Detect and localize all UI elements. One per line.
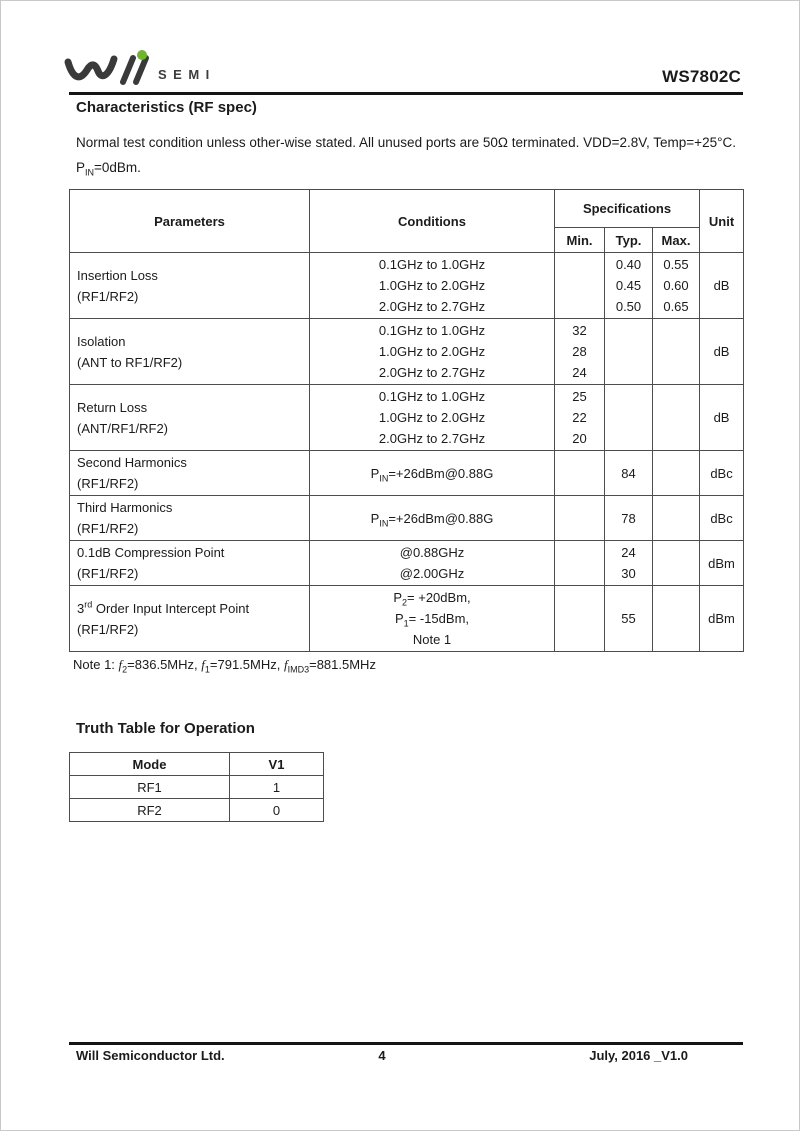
typ-cell xyxy=(605,385,653,451)
spec-row xyxy=(70,541,744,586)
company-logo xyxy=(63,49,253,93)
min-cell xyxy=(555,496,605,541)
col-header-specifications: Specifications xyxy=(555,190,700,228)
unit-cell: dBm xyxy=(700,541,744,586)
footer-company: Will Semiconductor Ltd. xyxy=(76,1048,225,1063)
col-header-min: Min. xyxy=(555,228,605,253)
v1-cell: 0 xyxy=(230,799,324,822)
conditions-cell: 0.1GHz to 1.0GHz 1.0GHz to 2.0GHz 2.0GHz to 2.7GHz xyxy=(310,253,555,319)
spec-row xyxy=(70,253,744,319)
logo-w-mark xyxy=(68,59,114,77)
max-cell: 0.55 0.60 0.65 xyxy=(653,253,700,319)
typ-cell: 24 30 xyxy=(605,541,653,586)
max-cell xyxy=(653,541,700,586)
max-cell xyxy=(653,319,700,385)
logo-semi-text: SEMI xyxy=(158,67,216,82)
col-header-unit: Unit xyxy=(700,190,744,253)
logo-slash-2 xyxy=(136,58,146,82)
section-title-truth-table: Truth Table for Operation xyxy=(76,720,255,737)
truth-row xyxy=(70,799,324,822)
page-footer xyxy=(69,1048,743,1063)
parameter-cell: Insertion Loss (RF1/RF2) xyxy=(70,253,310,319)
spec-row xyxy=(70,319,744,385)
col-header-parameters: Parameters xyxy=(70,190,310,253)
mode-cell: RF1 xyxy=(70,776,230,799)
parameter-cell: Return Loss (ANT/RF1/RF2) xyxy=(70,385,310,451)
typ-cell: 55 xyxy=(605,586,653,652)
logo-slash-1 xyxy=(123,58,133,82)
typ-cell: 78 xyxy=(605,496,653,541)
min-cell xyxy=(555,586,605,652)
truth-table xyxy=(69,752,324,822)
spec-row xyxy=(70,496,744,541)
parameter-cell: Third Harmonics (RF1/RF2) xyxy=(70,496,310,541)
col-header-max: Max. xyxy=(653,228,700,253)
unit-cell: dB xyxy=(700,253,744,319)
spec-row xyxy=(70,451,744,496)
min-cell xyxy=(555,451,605,496)
conditions-cell: $P_{IN}=+26dBm@0.88G$ xyxy=(310,451,555,496)
max-cell xyxy=(653,496,700,541)
max-cell xyxy=(653,451,700,496)
footer-rule xyxy=(69,1042,743,1045)
parameter-cell: Second Harmonics (RF1/RF2) xyxy=(70,451,310,496)
typ-cell xyxy=(605,319,653,385)
typ-cell: 0.40 0.45 0.50 xyxy=(605,253,653,319)
mode-cell: RF2 xyxy=(70,799,230,822)
unit-cell: dBc xyxy=(700,496,744,541)
max-cell xyxy=(653,586,700,652)
unit-cell: dB xyxy=(700,319,744,385)
logo-green-dot xyxy=(137,50,147,60)
col-header-conditions: Conditions xyxy=(310,190,555,253)
spec-row xyxy=(70,586,744,652)
typ-cell: 84 xyxy=(605,451,653,496)
col-header-typ: Typ. xyxy=(605,228,653,253)
conditions-cell: $P_2= +20dBm$, $P_1= -15dBm$, Note 1 xyxy=(310,586,555,652)
header-rule xyxy=(69,92,743,95)
spec-table-body xyxy=(70,253,744,652)
parameter-cell: 0.1dB Compression Point (RF1/RF2) xyxy=(70,541,310,586)
document-number: WS7802C xyxy=(662,67,741,86)
conditions-cell: @0.88GHz @2.00GHz xyxy=(310,541,555,586)
v1-cell: 1 xyxy=(230,776,324,799)
min-cell xyxy=(555,253,605,319)
conditions-cell: 0.1GHz to 1.0GHz 1.0GHz to 2.0GHz 2.0GHz to 2.7GHz xyxy=(310,319,555,385)
spec-table xyxy=(69,189,744,652)
section-title-characteristics: Characteristics (RF spec) xyxy=(76,99,257,116)
truth-table-body xyxy=(70,776,324,822)
min-cell: 25 22 20 xyxy=(555,385,605,451)
parameter-cell: Isolation (ANT to RF1/RF2) xyxy=(70,319,310,385)
page-content xyxy=(69,99,743,822)
truth-col-header-v1: V1 xyxy=(230,753,324,776)
truth-col-header-mode: Mode xyxy=(70,753,230,776)
unit-cell: dBm xyxy=(700,586,744,652)
footer-page-number: 4 xyxy=(378,1048,386,1063)
conditions-cell: 0.1GHz to 1.0GHz 1.0GHz to 2.0GHz 2.0GHz to 2.7GHz xyxy=(310,385,555,451)
note-1: Note 1: $f_2=836.5MHz$, $f_1=791.5MHz$, $f_{IMD3}=881.5MHz$ xyxy=(73,657,376,675)
spec-row xyxy=(70,385,744,451)
unit-cell: dBc xyxy=(700,451,744,496)
min-cell xyxy=(555,541,605,586)
unit-cell: dB xyxy=(700,385,744,451)
parameter-cell: 3rd Order Input Intercept Point (RF1/RF2) xyxy=(70,586,310,652)
test-conditions-paragraph: Normal test condition unless other-wise stated. All unused ports are 50Ω terminated. VDD=2.8V, Temp=+25°C. $P_{IN}=0dBm$. xyxy=(76,135,736,178)
footer-version: July, 2016 _V1.0 xyxy=(589,1048,688,1063)
truth-row xyxy=(70,776,324,799)
conditions-cell: $P_{IN}=+26dBm@0.88G$ xyxy=(310,496,555,541)
max-cell xyxy=(653,385,700,451)
min-cell: 32 28 24 xyxy=(555,319,605,385)
